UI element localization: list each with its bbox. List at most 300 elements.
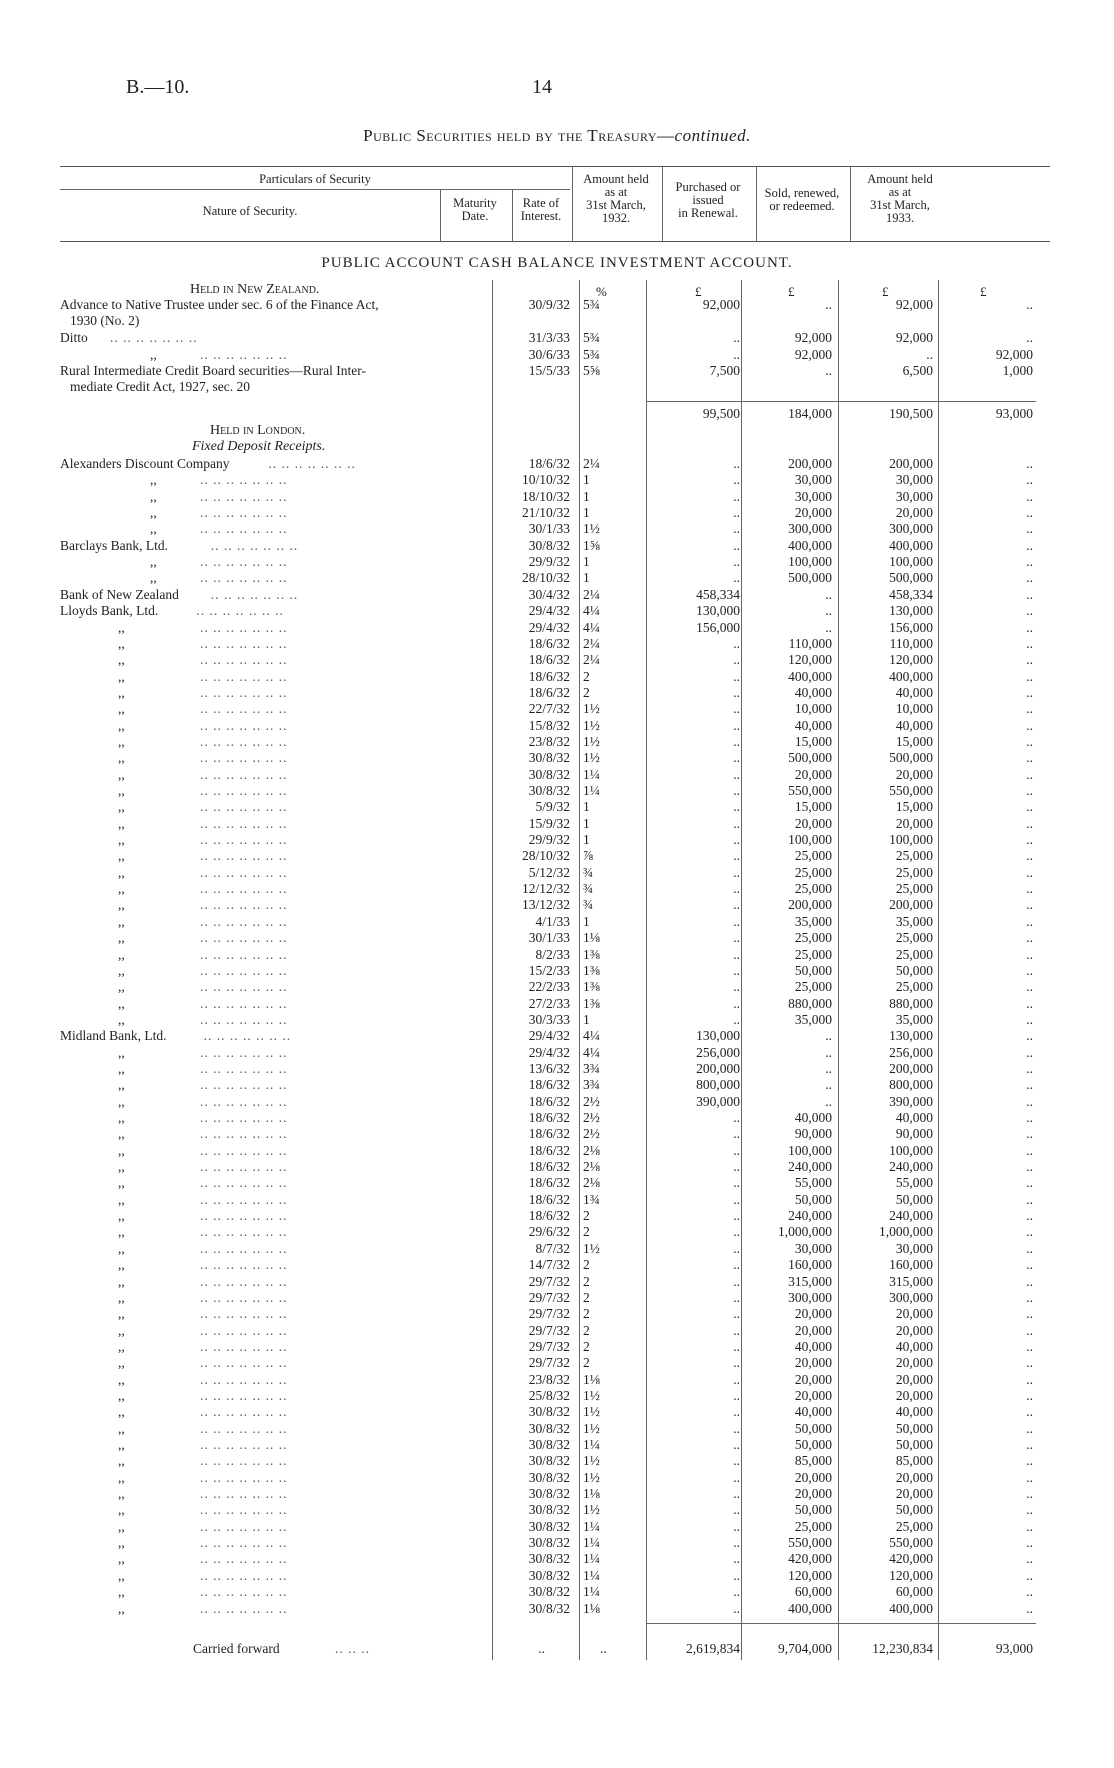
leader-dots: .. .. .. .. .. .. .. (110, 330, 198, 345)
london-row (0, 1568, 1114, 1585)
amount-held-1933: .. (1026, 717, 1033, 733)
london-row (0, 1486, 1114, 1503)
london-row (0, 587, 1114, 604)
leader-dots: .. .. .. .. .. .. .. (200, 1437, 288, 1452)
london-row (0, 947, 1114, 964)
maturity-date: 12/12/32 (521, 881, 570, 897)
amount-sold: 50,000 (895, 1191, 933, 1207)
amount-held-1933: .. (1026, 750, 1033, 766)
interest-rate: 1 (583, 554, 590, 570)
maturity-date: 18/6/32 (528, 1126, 570, 1142)
leader-dots: .. .. .. .. .. .. .. (203, 1028, 292, 1044)
amount-held-1933: 1,000 (1002, 363, 1033, 378)
amount-held-1933: .. (1026, 1060, 1033, 1076)
maturity-date: 29/4/32 (528, 619, 570, 635)
leader-dots: .. .. .. .. .. .. .. (200, 897, 288, 913)
security-name: ,, (118, 930, 125, 946)
london-row (0, 897, 1114, 914)
security-name: ,, (118, 701, 125, 717)
interest-rate: 4¼ (583, 619, 600, 635)
nz-row (0, 297, 1114, 314)
london-row (0, 750, 1114, 767)
leader-dots: .. .. .. .. .. .. .. (200, 521, 288, 537)
london-row (0, 669, 1114, 686)
amount-purchased: 50,000 (794, 1420, 832, 1436)
leader-dots: .. .. .. .. .. .. .. (200, 1159, 288, 1175)
interest-rate: 2 (583, 1273, 590, 1289)
amount-purchased: 20,000 (794, 766, 832, 782)
london-row (0, 881, 1114, 898)
security-name: ,, (118, 1322, 125, 1338)
security-name: ,, (118, 1289, 125, 1305)
amount-purchased: 92,000 (794, 346, 832, 362)
amount-held-1933: .. (1026, 1093, 1033, 1109)
amount-held-1933: .. (1026, 1273, 1033, 1289)
london-row (0, 1453, 1114, 1470)
table-header (60, 166, 1050, 242)
amount-sold: 85,000 (895, 1453, 933, 1469)
amount-held-1933: .. (1026, 1240, 1033, 1256)
amount-sold: 550,000 (889, 1535, 933, 1551)
interest-rate: 3¾ (583, 1077, 600, 1093)
amount-held-1933: .. (1026, 1142, 1033, 1158)
amount-sold: 1,000,000 (879, 1224, 933, 1240)
interest-rate: 3¾ (583, 1060, 600, 1076)
security-name: ,, (118, 1453, 125, 1469)
maturity-date: 29/4/32 (528, 1028, 570, 1044)
security-name-continued: mediate Credit Act, 1927, sec. 20 (70, 379, 250, 394)
amount-held-1932: .. (733, 881, 740, 897)
leader-dots: .. .. .. .. .. .. .. (200, 1469, 288, 1485)
amount-held-1933: .. (1026, 913, 1033, 929)
leader-dots: .. .. .. .. .. .. .. (200, 1420, 288, 1436)
amount-held-1932: .. (733, 815, 740, 831)
interest-rate: 1¼ (583, 1518, 600, 1534)
maturity-date: 30/8/32 (528, 1502, 570, 1518)
amount-purchased: 25,000 (794, 848, 832, 864)
london-row (0, 1551, 1114, 1568)
amount-held-1932: .. (733, 701, 740, 717)
amount-held-1933: .. (1026, 1126, 1033, 1142)
maturity-date: 30/8/32 (528, 1453, 570, 1469)
amount-purchased: 110,000 (788, 635, 832, 651)
leader-dots: .. .. .. .. .. .. .. (200, 1584, 288, 1600)
london-row (0, 456, 1114, 473)
amount-sold: .. (926, 346, 933, 362)
security-name: ,, (118, 668, 125, 684)
maturity-date: 30/8/32 (528, 783, 570, 798)
amount-held-1932: .. (733, 1208, 740, 1224)
interest-rate: 2¼ (583, 652, 600, 668)
amount-held-1933: .. (1026, 962, 1033, 978)
interest-rate: 5⅝ (583, 363, 600, 378)
amount-sold: 20,000 (895, 1322, 933, 1338)
amount-sold: 130,000 (889, 1028, 933, 1044)
leader-dots: .. .. .. .. .. .. .. (200, 1600, 288, 1616)
interest-rate: 1½ (583, 1240, 600, 1256)
leader-dots: .. .. .. .. .. .. .. (200, 1502, 288, 1518)
leader-dots: .. .. .. .. .. .. .. (200, 881, 288, 897)
amount-sold: 25,000 (895, 1518, 933, 1534)
amount-sold: 20,000 (895, 1355, 933, 1371)
amount-purchased: 15,000 (794, 733, 832, 749)
amount-held-1932: .. (733, 979, 740, 995)
amount-purchased: 50,000 (794, 1502, 832, 1518)
interest-rate: 2 (583, 668, 590, 684)
london-row (0, 538, 1114, 555)
carried-forward-row (0, 1641, 1114, 1658)
security-name: ,, (118, 1600, 125, 1616)
amount-sold: 200,000 (889, 456, 933, 471)
amount-held-1932: .. (733, 456, 740, 471)
amount-purchased: 50,000 (794, 1191, 832, 1207)
security-name: ,, (118, 1584, 125, 1600)
leader-dots: .. .. .. .. .. .. .. (200, 1126, 288, 1142)
amount-purchased: 240,000 (788, 1208, 832, 1224)
security-name: ,, (118, 897, 125, 913)
amount-held-1933: .. (1026, 1600, 1033, 1616)
london-row (0, 554, 1114, 571)
amount-sold: 256,000 (889, 1044, 933, 1060)
interest-rate: 4¼ (583, 603, 600, 619)
amount-held-1932: .. (733, 1437, 740, 1452)
leader-dots: .. .. .. .. .. .. .. (200, 848, 288, 864)
security-name: ,, (118, 995, 125, 1011)
leader-dots: .. .. .. .. .. .. .. (200, 979, 288, 995)
leader-dots: .. .. .. .. .. .. .. (200, 619, 288, 635)
header-particulars: Particulars of Security (259, 172, 371, 186)
carried-forward-rule (646, 1623, 1036, 1624)
maturity-date: 13/12/32 (521, 897, 570, 913)
amount-held-1932: .. (733, 1584, 740, 1600)
security-name: ,, (118, 799, 125, 815)
interest-rate: 1½ (583, 1469, 600, 1485)
leader-dots: .. .. .. .. .. .. .. (200, 1404, 288, 1420)
amount-held-1932: .. (733, 1191, 740, 1207)
maturity-date: 23/8/32 (528, 1371, 570, 1387)
amount-held-1933: .. (1026, 1289, 1033, 1305)
amount-held-1932: .. (733, 1110, 740, 1125)
interest-rate: 1⅜ (583, 995, 600, 1011)
london-row (0, 1274, 1114, 1291)
security-name-continued: 1930 (No. 2) (70, 313, 140, 328)
amount-purchased: 90,000 (794, 1126, 832, 1142)
security-name: ,, (118, 1420, 125, 1436)
interest-rate: 2 (583, 1289, 590, 1305)
leader-dots: .. .. .. .. .. .. .. (200, 1453, 288, 1469)
security-name: ,, (118, 1191, 125, 1207)
london-row (0, 865, 1114, 882)
amount-held-1933: .. (1026, 848, 1033, 864)
amount-held-1933: .. (1026, 946, 1033, 962)
leader-dots: .. .. .. .. .. .. .. (200, 1289, 288, 1305)
security-name: ,, (118, 1126, 125, 1142)
maturity-date: 29/4/32 (528, 1044, 570, 1060)
amount-held-1932: .. (733, 1502, 740, 1518)
amount-purchased: .. (825, 297, 832, 312)
security-name: ,, (150, 472, 157, 488)
carried-sold: 12,230,834 (872, 1641, 933, 1656)
leader-dots: .. .. .. .. .. .. .. (200, 488, 288, 504)
security-name: ,, (118, 733, 125, 749)
interest-rate: 2 (583, 1208, 590, 1224)
amount-purchased: .. (825, 1077, 832, 1093)
amount-sold: 90,000 (895, 1126, 933, 1142)
security-name: ,, (118, 848, 125, 864)
security-name: Ditto (60, 330, 88, 345)
security-name: ,, (150, 488, 157, 504)
interest-rate: 2½ (583, 1093, 600, 1109)
amount-sold: 880,000 (889, 995, 933, 1011)
amount-held-1932: .. (733, 1240, 740, 1256)
amount-held-1932: .. (733, 1518, 740, 1534)
interest-rate: 2 (583, 1257, 590, 1273)
leader-dots: .. .. .. .. .. .. .. (200, 1486, 288, 1502)
total-held-1933: 93,000 (995, 406, 1033, 421)
leader-dots: .. .. .. .. .. .. .. (200, 1191, 288, 1207)
leader-dots: .. .. .. .. .. .. .. (200, 1142, 288, 1158)
maturity-date: 30/8/32 (528, 1486, 570, 1502)
held-london-heading: Held in London. (210, 423, 306, 438)
interest-rate: 2 (583, 1224, 590, 1240)
amount-held-1932: 200,000 (696, 1060, 740, 1076)
amount-purchased: 100,000 (788, 1142, 832, 1158)
nz-row (0, 363, 1114, 380)
amount-purchased: 30,000 (794, 472, 832, 488)
london-row (0, 848, 1114, 865)
london-row (0, 636, 1114, 653)
amount-purchased: 40,000 (794, 717, 832, 733)
security-name: ,, (118, 783, 125, 798)
amount-held-1932: .. (733, 505, 740, 521)
amount-purchased: 20,000 (794, 1486, 832, 1502)
interest-rate: 1¼ (583, 1535, 600, 1551)
amount-held-1933: .. (1026, 1355, 1033, 1371)
amount-sold: 240,000 (889, 1159, 933, 1175)
security-name: Bank of New Zealand (60, 586, 179, 602)
london-row (0, 1323, 1114, 1340)
interest-rate: 1⅜ (583, 979, 600, 995)
amount-sold: 35,000 (895, 1011, 933, 1027)
maturity-date: 30/8/32 (528, 750, 570, 766)
interest-rate: 2 (583, 1306, 590, 1322)
amount-held-1933: .. (1026, 521, 1033, 537)
amount-held-1932: .. (733, 570, 740, 586)
interest-rate: 1⅛ (583, 930, 600, 946)
amount-held-1932: .. (733, 488, 740, 504)
security-name: ,, (118, 766, 125, 782)
interest-rate: 1¼ (583, 783, 600, 798)
amount-held-1932: .. (733, 1567, 740, 1583)
amount-purchased: 30,000 (794, 1240, 832, 1256)
maturity-date: 18/6/32 (528, 1175, 570, 1191)
security-name: ,, (118, 1551, 125, 1567)
maturity-date: 4/1/33 (535, 913, 570, 929)
header-sold: Sold, renewed, or redeemed. (764, 186, 840, 213)
amount-purchased: 100,000 (788, 832, 832, 848)
london-row (0, 1355, 1114, 1372)
amount-held-1933: .. (1026, 1469, 1033, 1485)
london-row (0, 1208, 1114, 1225)
amount-held-1932: .. (733, 635, 740, 651)
amount-held-1933: .. (1026, 619, 1033, 635)
maturity-date: 13/6/32 (528, 1060, 570, 1076)
maturity-date: 10/10/32 (521, 472, 570, 488)
london-row (0, 979, 1114, 996)
leader-dots: .. .. .. .. .. .. .. (200, 652, 288, 668)
amount-purchased: .. (825, 1060, 832, 1076)
amount-held-1932: .. (733, 750, 740, 766)
document-code: B.—10. (126, 76, 190, 98)
interest-rate: 2½ (583, 1110, 600, 1125)
security-name: ,, (118, 1142, 125, 1158)
amount-held-1932: .. (733, 1224, 740, 1240)
amount-held-1933: .. (1026, 1567, 1033, 1583)
section-title: PUBLIC ACCOUNT CASH BALANCE INVESTMENT ACCOUNT. (321, 255, 793, 271)
maturity-date: 30/1/33 (528, 521, 570, 537)
nz-row (0, 330, 1114, 347)
maturity-date: 18/6/32 (528, 1093, 570, 1109)
interest-rate: 1½ (583, 521, 600, 537)
leader-dots: .. .. .. .. .. .. .. (200, 1011, 288, 1027)
amount-held-1932: .. (733, 684, 740, 700)
amount-sold: 240,000 (889, 1208, 933, 1224)
maturity-date: 30/1/33 (528, 930, 570, 946)
amount-held-1932: 92,000 (702, 297, 740, 312)
leader-dots: .. .. .. .. .. .. .. (200, 1306, 288, 1322)
page-number: 14 (532, 76, 552, 98)
amount-purchased: 55,000 (794, 1175, 832, 1191)
amount-held-1933: .. (1026, 1044, 1033, 1060)
amount-purchased: 20,000 (794, 505, 832, 521)
amount-held-1932: .. (733, 1322, 740, 1338)
amount-sold: 40,000 (895, 717, 933, 733)
maturity-date: 18/6/32 (528, 1142, 570, 1158)
leader-dots: .. .. .. .. .. .. .. (200, 783, 288, 798)
amount-sold: 300,000 (889, 1289, 933, 1305)
leader-dots: .. .. .. .. .. .. .. (200, 864, 288, 880)
amount-sold: 550,000 (889, 783, 933, 798)
carried-held-1932: 2,619,834 (686, 1641, 740, 1656)
maturity-date: 22/7/32 (528, 701, 570, 717)
leader-dots: .. .. .. (335, 1641, 370, 1656)
maturity-date: 15/9/32 (528, 815, 570, 831)
amount-sold: 400,000 (889, 537, 933, 553)
amount-purchased: 300,000 (788, 521, 832, 537)
amount-sold: 20,000 (895, 1469, 933, 1485)
amount-held-1932: .. (733, 717, 740, 733)
leader-dots: .. .. .. .. .. .. .. (200, 1535, 288, 1551)
security-name: ,, (118, 1224, 125, 1240)
maturity-date: 30/8/32 (528, 1469, 570, 1485)
amount-purchased: .. (825, 1044, 832, 1060)
maturity-date: 30/4/32 (528, 586, 570, 602)
amount-sold: 20,000 (895, 1371, 933, 1387)
london-row (0, 1601, 1114, 1618)
amount-purchased: 40,000 (794, 1338, 832, 1354)
interest-rate: 4¼ (583, 1028, 600, 1044)
interest-rate: 5¾ (583, 346, 600, 362)
amount-held-1933: .. (1026, 1371, 1033, 1387)
total-held-1932: 99,500 (702, 406, 740, 421)
security-name: ,, (118, 1306, 125, 1322)
amount-sold: 800,000 (889, 1077, 933, 1093)
leader-dots: .. .. .. .. .. .. .. (200, 1567, 288, 1583)
amount-sold: 156,000 (889, 619, 933, 635)
amount-purchased: 35,000 (794, 1011, 832, 1027)
security-name: ,, (118, 913, 125, 929)
header-rate: Rate of Interest. (520, 196, 562, 223)
security-name: ,, (118, 1159, 125, 1175)
london-row (0, 734, 1114, 751)
amount-purchased: 20,000 (794, 1387, 832, 1403)
leader-dots: .. .. .. .. .. .. .. (200, 962, 288, 978)
amount-purchased: 120,000 (788, 652, 832, 668)
amount-held-1933: .. (1026, 1486, 1033, 1502)
maturity-date: 30/8/32 (528, 1404, 570, 1420)
amount-purchased: 60,000 (794, 1584, 832, 1600)
interest-rate: 1 (583, 570, 590, 586)
maturity-date: 31/3/33 (528, 330, 570, 345)
london-row (0, 701, 1114, 718)
amount-purchased: 50,000 (794, 1437, 832, 1452)
maturity-date: 18/6/32 (528, 1077, 570, 1093)
leader-dots: .. .. .. .. .. .. .. (200, 1077, 288, 1093)
amount-held-1933: .. (1026, 930, 1033, 946)
interest-rate: ¾ (583, 897, 594, 913)
london-row (0, 472, 1114, 489)
leader-dots: .. .. .. .. .. .. .. (200, 1338, 288, 1354)
london-row (0, 816, 1114, 833)
amount-held-1932: .. (733, 1355, 740, 1371)
amount-held-1932: 130,000 (696, 603, 740, 619)
maturity-date: 28/10/32 (521, 570, 570, 586)
amount-purchased: 400,000 (788, 1600, 832, 1616)
amount-held-1933: .. (1026, 554, 1033, 570)
carried-held-1933: 93,000 (995, 1641, 1033, 1656)
amount-purchased: 25,000 (794, 881, 832, 897)
amount-held-1933: .. (1026, 1584, 1033, 1600)
amount-held-1932: 458,334 (696, 586, 740, 602)
interest-rate: 1⅛ (583, 1371, 600, 1387)
amount-held-1933: .. (1026, 1159, 1033, 1175)
security-name: ,, (118, 815, 125, 831)
amount-held-1932: .. (733, 832, 740, 848)
leader-dots: .. .. .. .. .. .. .. (200, 472, 288, 488)
maturity-date: 30/8/32 (528, 1584, 570, 1600)
total-sold: 190,500 (889, 406, 933, 421)
security-name: ,, (118, 946, 125, 962)
amount-purchased: .. (825, 603, 832, 619)
london-row (0, 1028, 1114, 1045)
maturity-date: 30/9/32 (528, 297, 570, 312)
interest-rate: 1¼ (583, 1584, 600, 1600)
leader-dots: .. .. .. .. .. .. .. (200, 1044, 288, 1060)
security-name: ,, (150, 570, 157, 586)
london-row (0, 1584, 1114, 1601)
interest-rate: 1¾ (583, 1191, 600, 1207)
amount-held-1932: .. (733, 1011, 740, 1027)
amount-purchased: 35,000 (794, 913, 832, 929)
leader-dots: .. .. .. .. .. .. .. (196, 603, 284, 619)
amount-held-1933: .. (1026, 1437, 1033, 1452)
interest-rate: 2 (583, 1338, 590, 1354)
interest-rate: 1 (583, 472, 590, 488)
amount-held-1933: .. (1026, 766, 1033, 782)
amount-held-1932: .. (733, 1126, 740, 1142)
london-row (0, 1306, 1114, 1323)
security-name: Lloyds Bank, Ltd. (60, 603, 159, 619)
